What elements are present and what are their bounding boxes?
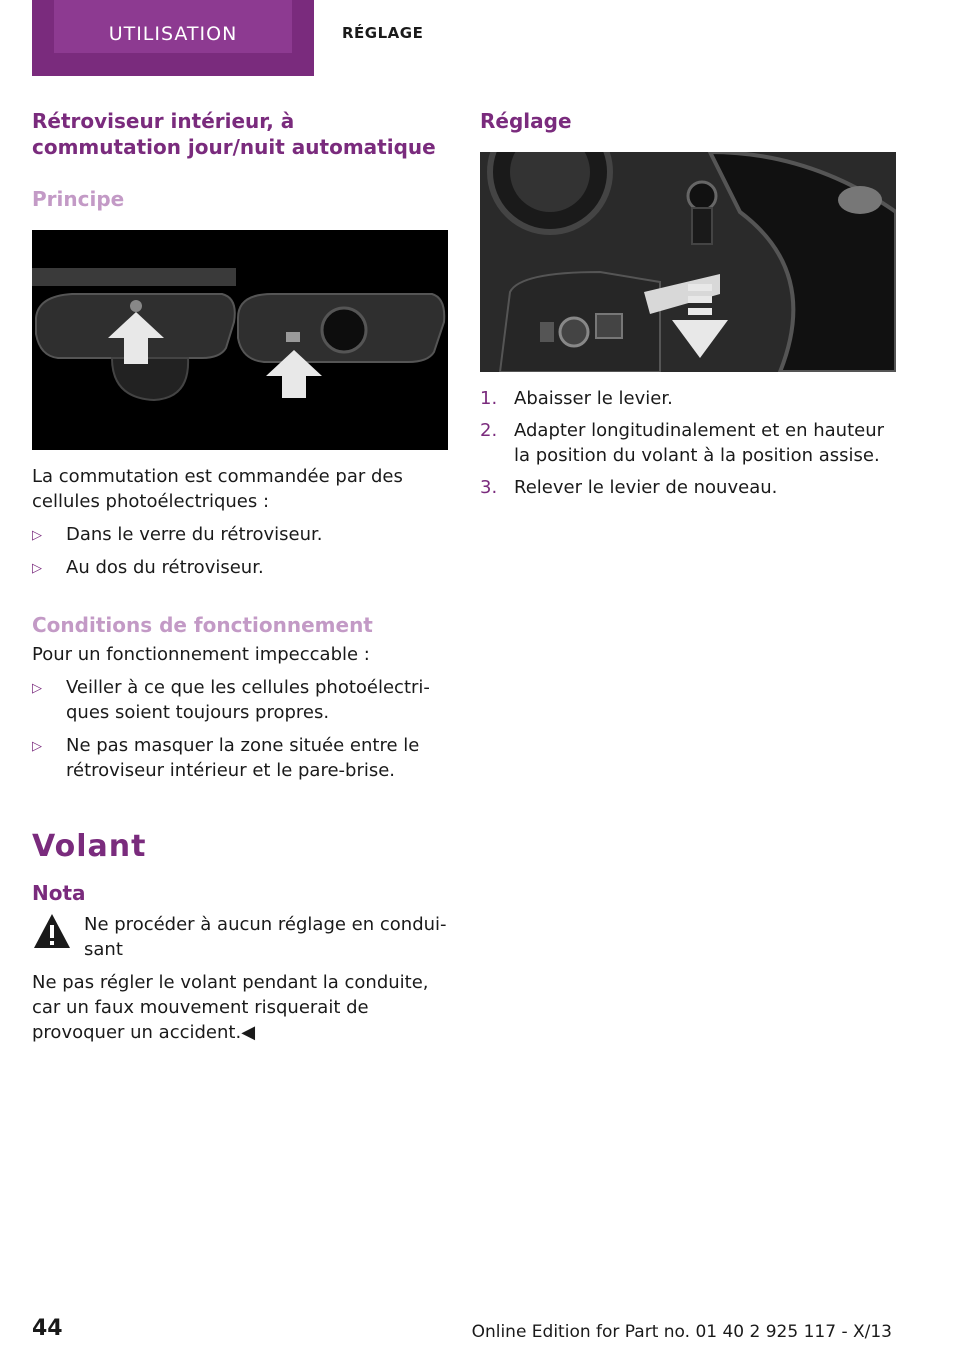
steering-figure <box>480 152 896 372</box>
mirror-figure <box>32 230 448 450</box>
warning-block <box>32 912 448 962</box>
section-label: RÉGLAGE <box>342 24 424 42</box>
rearview-mirror-sensors-image <box>32 230 448 450</box>
principle-heading: Principe <box>32 187 125 211</box>
bullet-triangle-icon: ▷ <box>32 561 42 576</box>
header-tab-bar <box>32 0 314 76</box>
list-item: ▷ Veiller à ce que les cellules photoélectriques soient toujours propres. <box>32 677 430 723</box>
conditions-intro: Pour un fonctionnement impeccable : <box>32 644 370 665</box>
warning-title: Ne procéder à aucun réglage en conduisant <box>84 914 447 960</box>
steps-list <box>480 386 896 500</box>
warning-text: Ne pas régler le volant pendant la conduite, car un faux mouvement risquerait de provoquer un accident.◀ <box>32 972 429 1043</box>
bullet-triangle-icon: ▷ <box>32 739 42 754</box>
intro-bullets <box>32 522 448 580</box>
edition-note: Online Edition for Part no. 01 40 2 925 117 - X/13 <box>471 1322 892 1342</box>
bullet-triangle-icon: ▷ <box>32 681 42 696</box>
steering-lever-image <box>480 152 896 372</box>
nota-heading: Nota <box>32 881 86 905</box>
list-item: 3. Relever le levier de nouveau. <box>480 477 778 498</box>
tab-utilisation[interactable]: UTILISATION <box>54 0 292 53</box>
bullet-triangle-icon: ▷ <box>32 528 42 543</box>
list-item: ▷ Ne pas masquer la zone située entre le rétroviseur intérieur et le pare-brise. <box>32 735 420 781</box>
list-item: 1. Abaisser le levier. <box>480 388 673 409</box>
list-item: ▷ Dans le verre du rétroviseur. <box>32 522 448 547</box>
intro-text: La commutation est commandée par des cellules photoélectriques : <box>32 466 403 512</box>
list-item: ▷ Au dos du rétroviseur. <box>32 555 448 580</box>
conditions-heading: Conditions de fonctionnement <box>32 613 373 637</box>
page-number: 44 <box>32 1316 63 1341</box>
left-column <box>32 108 448 1045</box>
conditions-bullets <box>32 675 448 783</box>
reglage-heading: Réglage <box>480 109 572 133</box>
list-item: 2. Adapter longitudinalement et en hauteur la position du volant à la position assise. <box>480 420 885 466</box>
volant-heading: Volant <box>32 829 147 864</box>
right-column <box>480 108 896 507</box>
mirror-title: Rétroviseur intérieur, à commutation jour/nuit automatique <box>32 109 436 159</box>
warning-triangle-icon <box>32 912 72 952</box>
